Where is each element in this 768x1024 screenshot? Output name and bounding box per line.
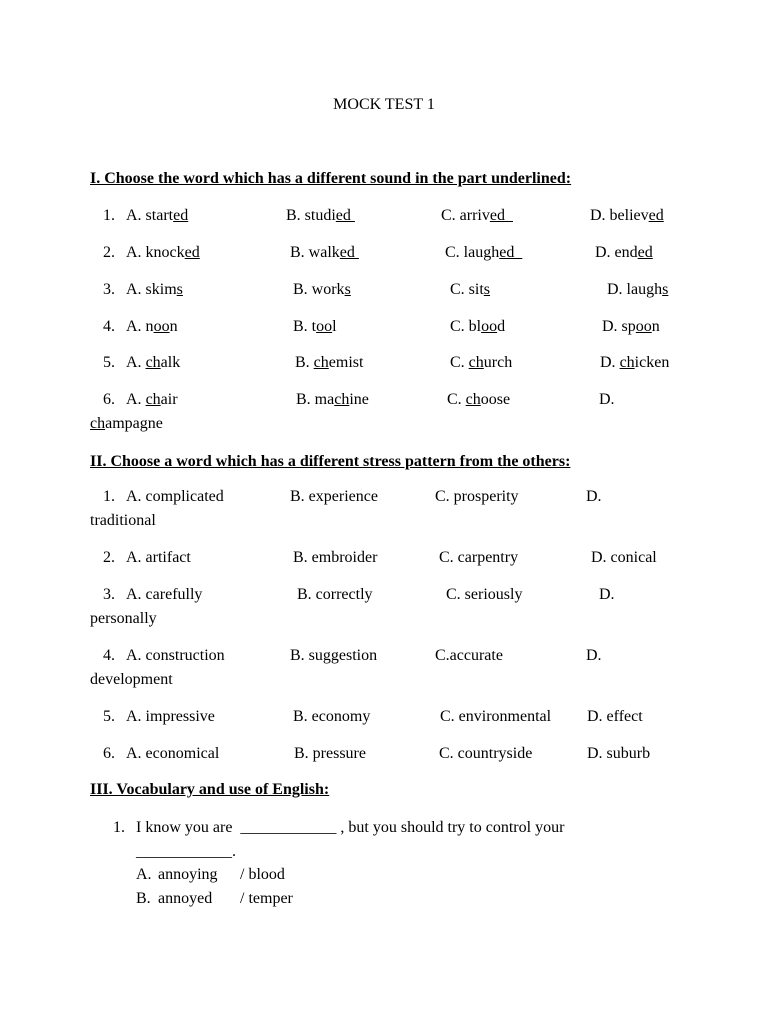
answer-option-c: C. choose (447, 391, 511, 408)
answer-option-b: B. works (293, 281, 351, 298)
answer-option-a: A. economical (126, 745, 220, 762)
answer-option-d: D. suburb (587, 745, 651, 762)
question-number: 2. (103, 244, 115, 261)
answer-option-d: D. (599, 586, 615, 603)
answer-option-b: B. correctly (297, 586, 373, 603)
answer-option-d-continued: personally (90, 610, 157, 627)
answer-option-d: D. laughs (607, 281, 669, 298)
answer-option-a: A. skims (126, 281, 183, 298)
answer-option-d: D. spoon (602, 318, 660, 335)
answer-option-c: C.accurate (435, 647, 503, 664)
question-number: 1. (113, 819, 125, 836)
answer-option-d: D. believed (590, 207, 664, 224)
question-number: 4. (103, 647, 115, 664)
answer-option-d-continued: traditional (90, 512, 156, 529)
answer-option-a: A. artifact (126, 549, 191, 566)
answer-option-c: C. arrived (441, 207, 513, 224)
answer-option-c: C. church (450, 354, 513, 371)
answer-option-b: B. walked (290, 244, 359, 261)
answer-option-d: D. ended (595, 244, 653, 261)
answer-option-a: A. carefully (126, 586, 203, 603)
answer-option-a: A. started (126, 207, 189, 224)
question-number: 1. (103, 488, 115, 505)
answer-option-d: D. (586, 647, 602, 664)
answer-option-a: A. noon (126, 318, 178, 335)
answer-option-d: D. conical (591, 549, 657, 566)
answer-option-b: B. embroider (293, 549, 378, 566)
answer-option-a: A. chair (126, 391, 178, 408)
question-number: 6. (103, 391, 115, 408)
page-title: MOCK TEST 1 (333, 96, 435, 113)
question-number: 4. (103, 318, 115, 335)
question-number: 5. (103, 354, 115, 371)
answer-option-d: D. chicken (600, 354, 670, 371)
answer-option-b: B. experience (290, 488, 378, 505)
answer-option-a: A. complicated (126, 488, 224, 505)
question-number: 3. (103, 281, 115, 298)
question-number: 1. (103, 207, 115, 224)
answer-option-b: B. studied (286, 207, 355, 224)
answer-option-d: D. (599, 391, 615, 408)
answer-option-a: A. construction (126, 647, 225, 664)
answer-option-b: B. tool (293, 318, 337, 335)
question-number: 3. (103, 586, 115, 603)
answer-option-b: B. pressure (294, 745, 366, 762)
answer-option-b: B. chemist (295, 354, 364, 371)
answer-option-a: A. impressive (126, 708, 215, 725)
answer-option-c: C. carpentry (439, 549, 519, 566)
answer-option-d: D. effect (587, 708, 643, 725)
answer-option-c: C. sits (450, 281, 491, 298)
answer-option-a: A. chalk (126, 354, 181, 371)
answer-option-c: C. seriously (446, 586, 523, 603)
question-number: 6. (103, 745, 115, 762)
answer-option-b: B. economy (293, 708, 371, 725)
answer-option-b: B. suggestion (290, 647, 378, 664)
answer-option-a: A. knocked (126, 244, 200, 261)
answer-option-d-continued: champagne (90, 415, 163, 432)
section-1-heading: I. Choose the word which has a different sound in the part underlined: (90, 170, 572, 187)
question-number: 5. (103, 708, 115, 725)
answer-option-c: C. countryside (439, 745, 533, 762)
question-text: I know you are ____________ , but you should try to control your (136, 819, 565, 836)
section-2-heading: II. Choose a word which has a different stress pattern from the others: (90, 453, 571, 470)
answer-option-c: C. blood (450, 318, 506, 335)
answer-option-c: C. laughed (445, 244, 523, 261)
question-number: 2. (103, 549, 115, 566)
answer-option-d-continued: development (90, 671, 173, 688)
answer-option-c: C. prosperity (435, 488, 519, 505)
answer-option-d: D. (586, 488, 602, 505)
question-text-continued: ____________. (136, 843, 236, 860)
answer-option-b: B. machine (296, 391, 369, 408)
answer-option-c: C. environmental (440, 708, 552, 725)
section-3-heading: III. Vocabulary and use of English: (90, 781, 330, 798)
